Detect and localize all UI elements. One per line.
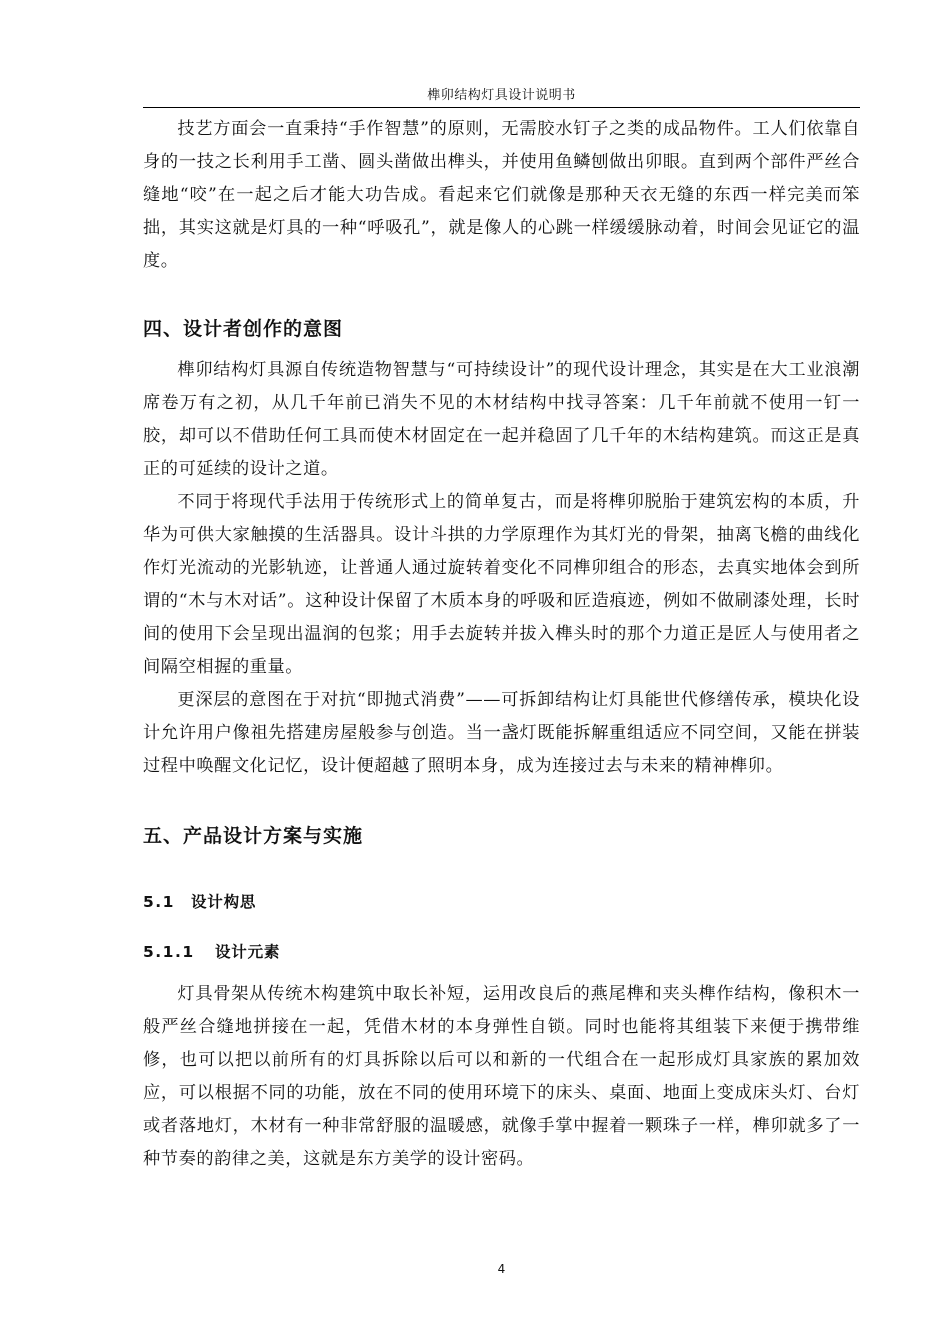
paragraph-craftsmanship: 技艺方面会一直秉持“手作智慧”的原则，无需胶水钉子之类的成品物件。工人们依靠自身的一技之长利用手工凿、圆头凿做出榫头，并使用鱼鳞刨做出卯眼。直到两个部件严丝合缝地“咬”在一起之后才能大功告成。看起来它们就像是那种天衣无缝的东西一样完美而笨拙，其实这就是灯具的一种“呼吸孔”，就是像人的心跳一样缓缓脉动着，时间会见证它的温度。 [143,119,860,271]
header-rule [143,107,860,108]
page-content [143,113,860,1176]
section-5-heading: 五、产品设计方案与实施 [143,825,364,847]
section-4-paragraph-2: 不同于将现代手法用于传统形式上的简单复古，而是将榫卯脱胎于建筑宏构的本质，升华为可供大家触摸的生活器具。设计斗拱的力学原理作为其灯光的骨架，抽离飞檐的曲线化作灯光流动的光影轨迹，让普通人通过旋转着变化不同榫卯组合的形态，去真实地体会到所谓的“木与木对话”。这种设计保留了木质本身的呼吸和匠造痕迹，例如不做刷漆处理，长时间的使用下会呈现出温润的包浆；用手去旋转并拔入榫头时的那个力道正是匠人与使用者之间隔空相握的重量。 [143,492,860,677]
subsection-5-1-1-heading [143,940,860,964]
section-5-paragraph: 灯具骨架从传统木构建筑中取长补短，运用改良后的燕尾榫和夹头榫作结构，像积木一般严丝合缝地拼接在一起，凭借木材的本身弹性自锁。同时也能将其组装下来便于携带维修，也可以把以前所有的灯具拆除以后可以和新的一代组合在一起形成灯具家族的累加效应，可以根据不同的功能，放在不同的使用环境下的床头、桌面、地面上变成床头灯、台灯或者落地灯，木材有一种非常舒服的温暖感，就像手掌中握着一颗珠子一样，榫卯就多了一种节奏的韵律之美，这就是东方美学的设计密码。 [143,984,860,1169]
section-4-heading: 四、设计者创作的意图 [143,318,344,340]
subsection-5-1-1-number: 5.1.1 [143,943,195,961]
subsection-5-1-number: 5.1 [143,893,175,911]
subsection-5-1-heading [143,890,860,914]
subsection-5-1-title: 设计构思 [191,893,257,911]
page-number: 4 [497,1262,506,1276]
subsection-5-1-1-title: 设计元素 [215,943,281,961]
section-4-paragraph-3: 更深层的意图在于对抗“即抛式消费”——可拆卸结构让灯具能世代修缮传承，模块化设计允许用户像祖先搭建房屋般参与创造。当一盏灯既能拆解重组适应不同空间，又能在拼装过程中唤醒文化记忆，设计便超越了照明本身，成为连接过去与未来的精神榫卯。 [143,690,860,776]
section-4-paragraph-1: 榫卯结构灯具源自传统造物智慧与“可持续设计”的现代设计理念，其实是在大工业浪潮席卷万有之初，从几千年前已消失不见的木材结构中找寻答案：几千年前就不使用一钉一胶，却可以不借助任何工具而使木材固定在一起并稳固了几千年的木结构建筑。而这正是真正的可延续的设计之道。 [143,360,860,479]
running-header: 榫卯结构灯具设计说明书 [427,88,576,103]
